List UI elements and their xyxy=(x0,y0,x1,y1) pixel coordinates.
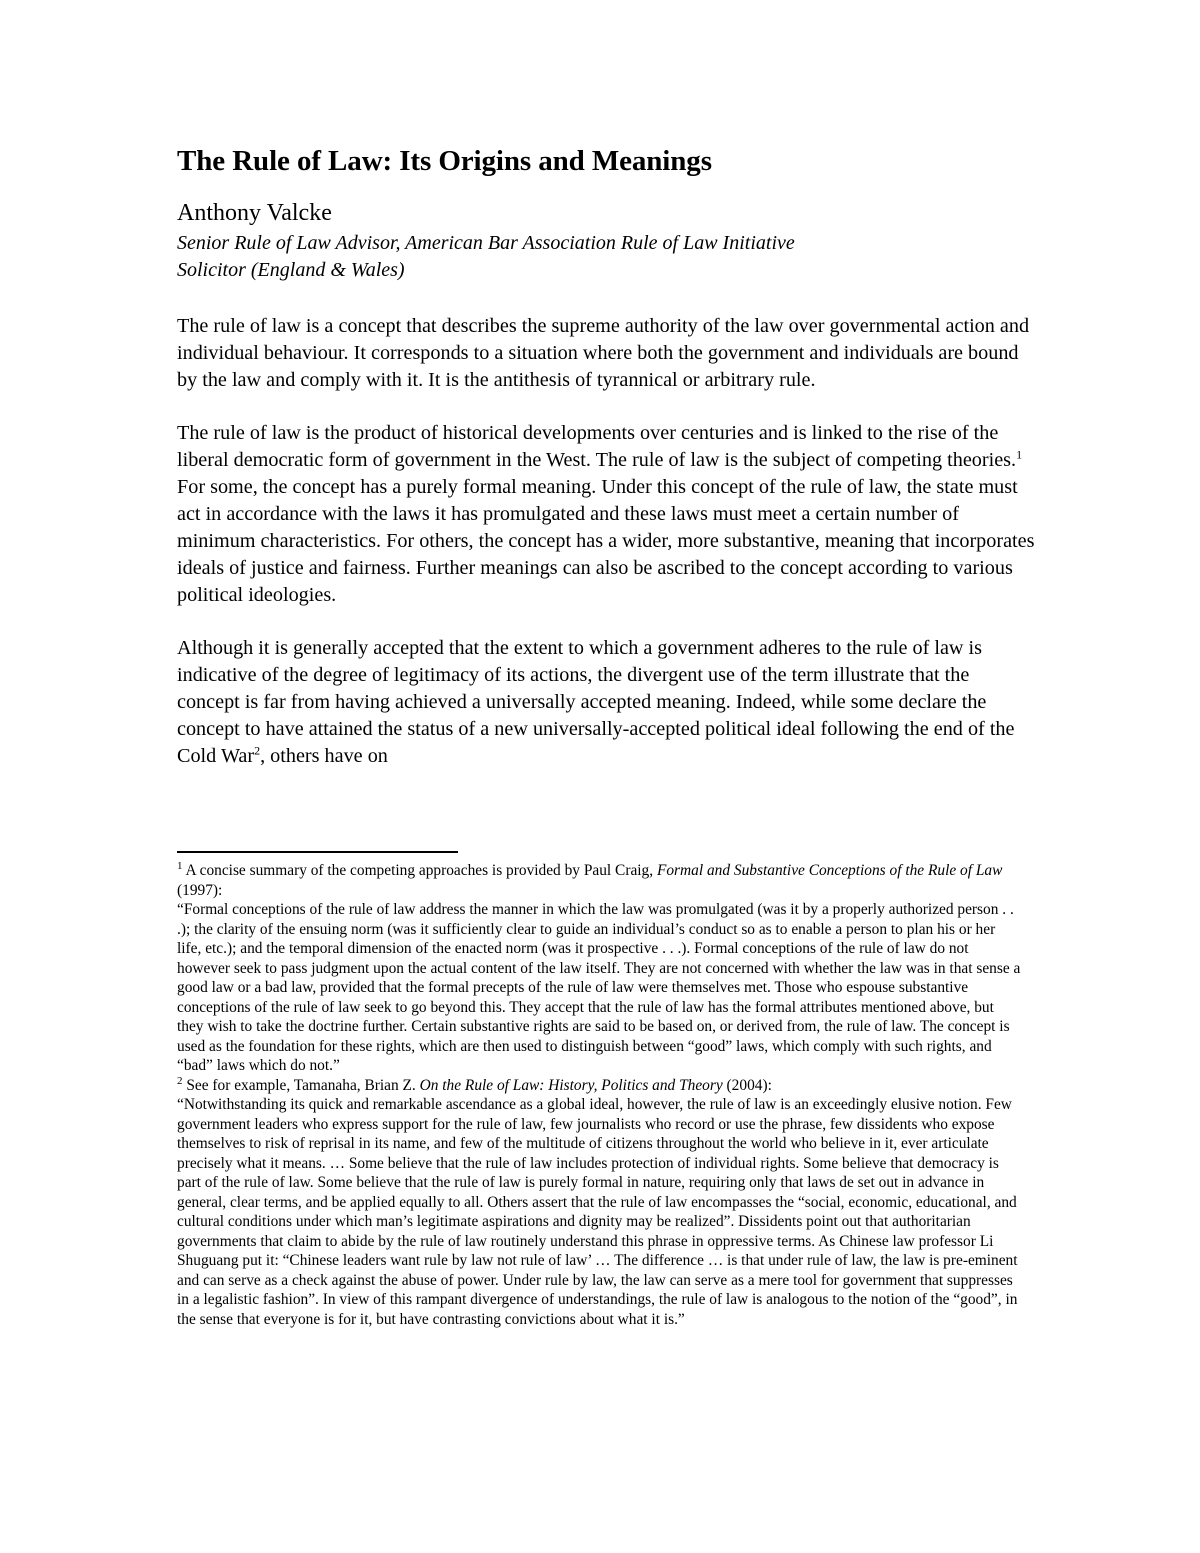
footnote-1-quote: “Formal conceptions of the rule of law address the manner in which the law was promulgated (was it by a properly authorized person . . .); the clarity of the ensuing norm (was it sufficiently clear to guide an individual’s conduct so as to enable a person to plan his or her life, etc.); and the temporal dimension of the enacted norm (was it prospective . . .). Formal conceptions of the rule of law do not however seek to pass judgment upon the actual content of the law itself. They are not concerned with whether the law was in that sense a good law or a bad law, provided that the formal precepts of the rule of law were themselves met. Those who espouse substantive conceptions of the rule of law seek to go beyond this. They accept that the rule of law has the formal attributes mentioned above, but they wish to take the doctrine further. Certain substantive rights are said to be based on, or derived from, the rule of law. The concept is used as the foundation for these rights, which are then used to distinguish between “good” laws, which comply with such rights, and “bad” laws which do not.” xyxy=(177,901,1021,1074)
footnote-1 xyxy=(177,861,1022,900)
paragraph-2-text-b: For some, the concept has a purely formal meaning. Under this concept of the rule of law, the state must act in accordance with the laws it has promulgated and these laws must meet a certain number of minimum characteristics. For others, the concept has a wider, more substantive, meaning that incorporates ideals of justice and fairness. Further meanings can also be ascribed to the concept according to various political ideologies. xyxy=(177,476,1035,606)
footnote-2-number: 2 xyxy=(177,1074,183,1087)
footnote-2-intro: See for example, Tamanaha, Brian Z. xyxy=(182,1076,420,1094)
paragraph-1: The rule of law is a concept that describes the supreme authority of the law over governmental action and individual behaviour. It corresponds to a situation where both the government and individuals are bound by the law and comply with it. It is the antithesis of tyrannical or arbitrary rule. xyxy=(177,315,1030,391)
footnote-1-number: 1 xyxy=(177,859,183,872)
author-affiliation-1: Senior Rule of Law Advisor, American Bar Association Rule of Law Initiative xyxy=(177,232,795,254)
footnote-2-source-title: On the Rule of Law: History, Politics and Theory xyxy=(419,1076,723,1094)
document-title: The Rule of Law: Its Origins and Meanings xyxy=(177,145,712,177)
paragraph-3-text-b: , others have on xyxy=(260,745,388,767)
paragraph-3-text-a: Although it is generally accepted that the extent to which a government adheres to the rule of law is indicative of the degree of legitimacy of its actions, the divergent use of the term illustrate that the concept is far from having achieved a universally accepted meaning. Indeed, while some declare the concept to have attained the status of a new universally-accepted political ideal following the end of the Cold War xyxy=(177,637,1015,767)
footnote-2-source-year: (2004): xyxy=(722,1076,772,1094)
footnote-ref-2[interactable]: 2 xyxy=(254,743,261,758)
footnote-2 xyxy=(177,1076,1022,1096)
paragraph-2-text-a: The rule of law is the product of historical developments over centuries and is linked to the rise of the liberal democratic form of government in the West. The rule of law is the subject of competing theories. xyxy=(177,422,1017,471)
footnote-1-source-title: Formal and Substantive Conceptions of the Rule of Law xyxy=(656,862,1003,879)
footnote-separator xyxy=(177,851,458,853)
footnote-2-quote: “Notwithstanding its quick and remarkable ascendance as a global ideal, however, the rule of law is an exceedingly elusive notion. Few government leaders who express support for the rule of law, few journalists who record or use the phrase, few dissidents who expose themselves to risk of reprisal in its name, and few of the multitude of citizens throughout the world who believe in it, ever articulate precisely what it means. … Some believe that the rule of law includes protection of individual rights. Some believe that democracy is part of the rule of law. Some believe that the rule of law is purely formal in nature, requiring only that laws de set out in advance in general, clear terms, and be applied equally to all. Others assert that the rule of law encompasses the “social, economic, educational, and cultural conditions under which man’s legitimate aspirations and dignity may be realized”. Dissidents point out that authoritarian governments that claim to abide by the rule of law routinely understand this phrase in oppressive terms. As Chinese law professor Li Shuguang put it: “Chinese leaders want rule by law not rule of law’ … The difference … is that under rule of law, the law is pre-eminent and can serve as a check against the abuse of power. Under rule by law, the law can serve as a mere tool for government that suppresses in a legalistic fashion”. In view of this rampant divergence of understandings, the rule of law is analogous to the notion of the “good”, in the sense that everyone is for it, but have contrasting convictions about what it is.” xyxy=(177,1096,1018,1328)
paragraph-2 xyxy=(177,420,1037,609)
footnote-1-source-year: (1997): xyxy=(177,881,223,899)
footnote-1-intro: A concise summary of the competing approaches is provided by Paul Craig, xyxy=(182,862,657,879)
paragraph-3 xyxy=(177,635,1037,770)
footnote-ref-1[interactable]: 1 xyxy=(1016,447,1023,462)
author-name: Anthony Valcke xyxy=(177,200,332,226)
author-affiliation-2: Solicitor (England & Wales) xyxy=(177,259,405,281)
footnotes-section xyxy=(177,861,1022,1329)
main-content xyxy=(177,138,1037,770)
